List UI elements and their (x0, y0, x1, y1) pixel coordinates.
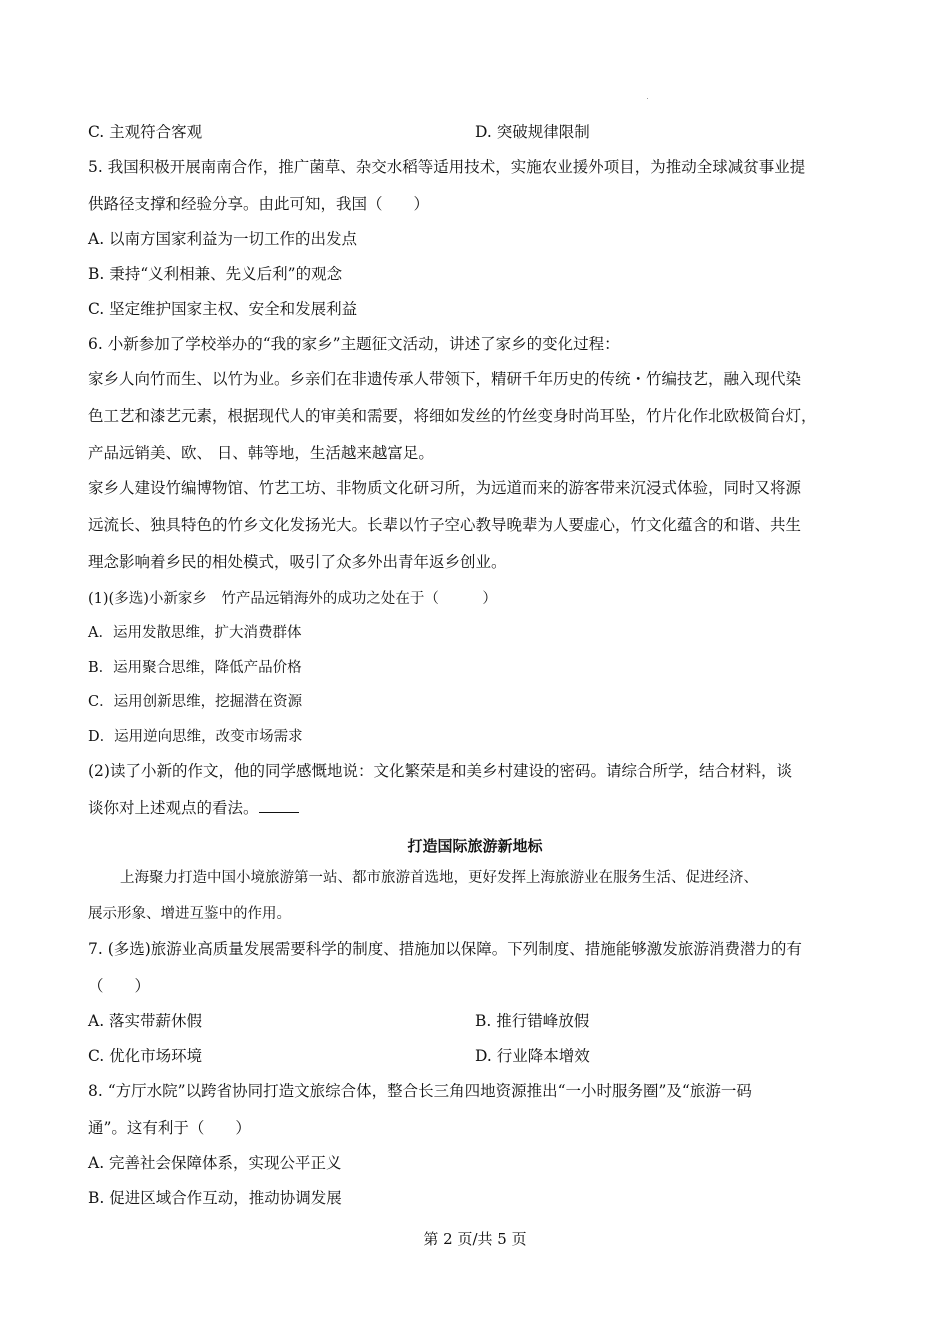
q6-material-p2-line1: 家乡人建设竹编博物馆、竹艺工坊、非物质文化研习所，为远道而来的游客带来沉浸式体验，同时又将源 (88, 479, 802, 497)
q6-sub2-line1: (2)读了小新的作文，他的同学感慨地说：文化繁荣是和美乡村建设的密码。请综合所学，结合材料，谈 (88, 762, 792, 780)
q6-material-p2-line2: 远流长、独具特色的竹乡文化发扬光大。长辈以竹子空心教导晚辈为人要虚心，竹文化蕴含的和谐、共生 (88, 516, 802, 534)
q5-stem-line1: 5. 我国积极开展南南合作，推广菌草、杂交水稻等适用技术，实施农业援外项目，为推动全球减贫事业提 (88, 158, 806, 176)
section-intro-line1: 上海聚力打造中国小境旅游第一站、都市旅游首选地，更好发挥上海旅游业在服务生活、促进经济、 (120, 870, 758, 886)
q6-sub1-option-a: A．运用发散思维，扩大消费群体 (88, 625, 302, 641)
q7-option-b: B. 推行错峰放假 (475, 1012, 590, 1030)
q6-sub2-line2 (88, 798, 299, 818)
q5-option-c: C. 坚定维护国家主权、安全和发展利益 (88, 300, 358, 318)
q8-stem-line2: 通”。这有利于（ ） (88, 1119, 251, 1137)
q7-paren: （ ） (88, 977, 151, 995)
q6-material-p2-line3: 理念影响着乡民的相处模式，吸引了众多外出青年返乡创业。 (88, 553, 507, 571)
q8-stem-line1: 8. “方厅水院”以跨省协同打造文旅综合体，整合长三角四地资源推出“一小时服务圈”及“旅游一码 (88, 1082, 752, 1100)
q5-option-b: B. 秉持“义利相兼、先义后利”的观念 (88, 265, 343, 283)
q6-stem: 6. 小新参加了学校举办的“我的家乡”主题征文活动，讲述了家乡的变化过程： (88, 335, 620, 353)
section-title: 打造国际旅游新地标 (407, 837, 543, 855)
q6-sub1-option-d: D．运用逆向思维，改变市场需求 (88, 729, 303, 745)
q8-option-a: A. 完善社会保障体系，实现公平正义 (88, 1154, 342, 1172)
section-intro-line2: 展示形象、增进互鉴中的作用。 (88, 906, 291, 922)
q6-sub1-stem: (1)(多选)小新家乡 竹产品远销海外的成功之处在于（ ） (88, 591, 497, 607)
q5-option-a: A. 以南方国家利益为一切工作的出发点 (88, 230, 358, 248)
q5-stem-line2: 供路径支撑和经验分享。由此可知，我国（ ） (88, 195, 430, 213)
q6-sub1-option-b: B．运用聚合思维，降低产品价格 (88, 660, 302, 676)
q4-option-c: C. 主观符合客观 (88, 123, 203, 141)
q7-stem: 7. (多选)旅游业高质量发展需要科学的制度、措施加以保障。下列制度、措施能够激发旅游消费潜力的有 (88, 940, 802, 958)
q6-sub1-option-c: C．运用创新思维，挖掘潜在资源 (88, 694, 303, 710)
q6-material-p1-line2: 色工艺和漆艺元素，根据现代人的审美和需要，将细如发丝的竹丝变身时尚耳坠，竹片化作北欧极简台灯， (88, 407, 817, 425)
page-footer: 第 2 页/共 5 页 (423, 1230, 527, 1248)
q4-option-d: D. 突破规律限制 (475, 123, 590, 141)
q6-material-p1-line1: 家乡人向竹而生、以竹为业。乡亲们在非遗传承人带领下，精研千年历史的传统・竹编技艺，融入现代染 (88, 370, 802, 388)
scan-speck (647, 98, 648, 99)
q6-material-p1-line3: 产品远销美、欧、 日、韩等地，生活越来越富足。 (88, 444, 434, 462)
q8-option-b: B. 促进区域合作互动，推动协调发展 (88, 1189, 342, 1207)
q7-option-a: A. 落实带薪休假 (88, 1012, 203, 1030)
answer-blank (259, 798, 299, 813)
q7-option-c: C. 优化市场环境 (88, 1047, 203, 1065)
q7-option-d: D. 行业降本增效 (475, 1047, 590, 1065)
q6-sub2-text: 谈你对上述观点的看法。 (88, 799, 259, 817)
